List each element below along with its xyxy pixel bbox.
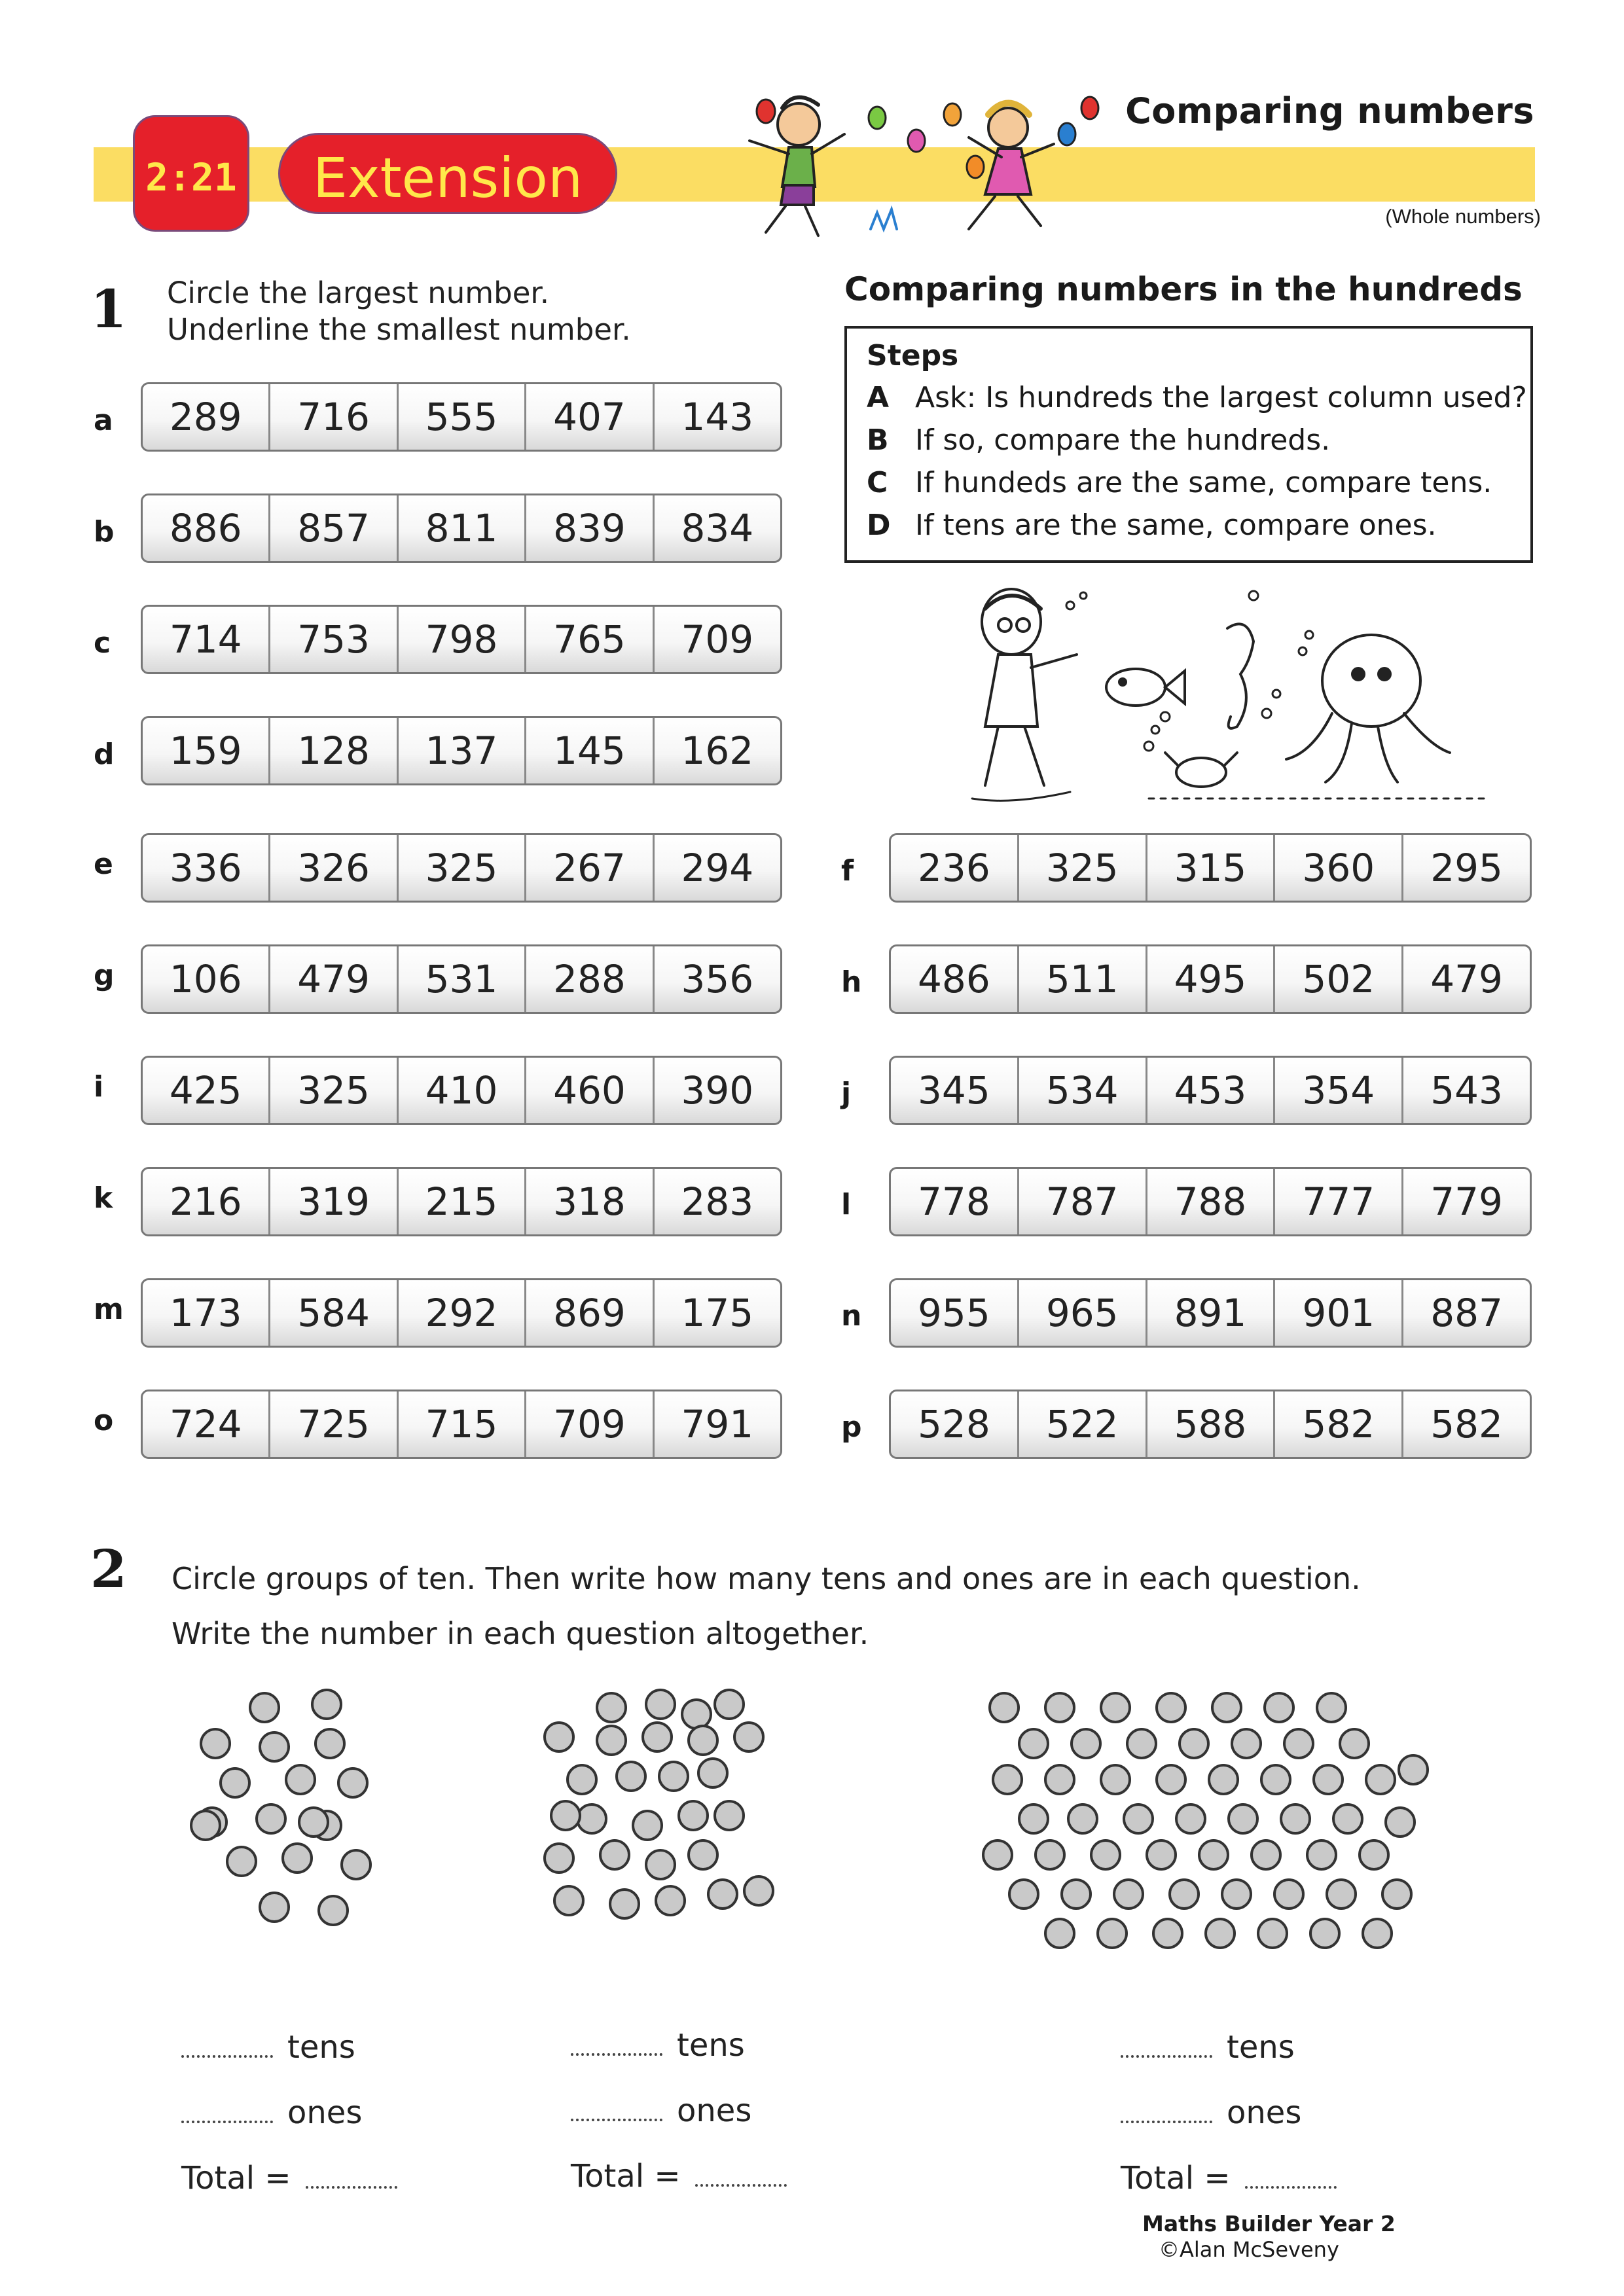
- total-blank[interactable]: [695, 2184, 787, 2187]
- ones-blank[interactable]: [181, 2121, 273, 2123]
- counter-circle: [687, 1725, 719, 1756]
- question-2-number: 2: [90, 1538, 127, 1600]
- counter-circle: [596, 1692, 627, 1723]
- counter-circle: [1070, 1728, 1102, 1759]
- number-cell[interactable]: 787: [1019, 1169, 1147, 1234]
- row-label: f: [841, 854, 854, 888]
- counter-circle: [658, 1761, 689, 1792]
- number-cell[interactable]: 128: [270, 718, 398, 783]
- counter-circle: [677, 1800, 709, 1831]
- row-label: a: [94, 404, 113, 437]
- counter-circle: [1100, 1764, 1131, 1795]
- number-cell[interactable]: 798: [399, 607, 526, 672]
- instruction-write-number: Write the number in each question altogether.: [171, 1616, 869, 1651]
- number-cell[interactable]: 479: [1430, 957, 1503, 1001]
- answer-ones-1[interactable]: [181, 2094, 362, 2131]
- instruction-circle-groups: Circle groups of ten. Then write how many tens and ones are in each question.: [171, 1561, 1361, 1596]
- answer-tens-2[interactable]: [571, 2027, 745, 2064]
- counter-circle: [317, 1895, 349, 1926]
- counter-circle: [992, 1764, 1023, 1795]
- number-cell[interactable]: 216: [143, 1169, 270, 1234]
- number-cell[interactable]: 326: [270, 835, 398, 901]
- tens-label: tens: [677, 2027, 745, 2064]
- counter-circle: [1090, 1839, 1121, 1871]
- counter-circle: [1126, 1728, 1157, 1759]
- counter-circle: [1283, 1728, 1314, 1759]
- number-cell[interactable]: 528: [891, 1391, 1019, 1457]
- number-cell[interactable]: 292: [399, 1280, 526, 1346]
- counter-circle: [226, 1846, 257, 1877]
- number-row-m: [141, 1278, 782, 1348]
- number-row-n: [889, 1278, 1532, 1348]
- counter-circle: [1227, 1803, 1259, 1835]
- number-row-p: [889, 1390, 1532, 1459]
- number-cell[interactable]: 887: [1430, 1291, 1503, 1335]
- number-cell[interactable]: 267: [526, 835, 654, 901]
- number-cell[interactable]: 159: [143, 718, 270, 783]
- counter-circle: [249, 1692, 280, 1723]
- counter-circle: [1362, 1918, 1393, 1949]
- counter-circle: [1034, 1839, 1066, 1871]
- row-label: e: [94, 848, 113, 881]
- number-row-b: [141, 493, 782, 563]
- tens-blank[interactable]: [571, 2053, 662, 2056]
- counter-circle: [707, 1878, 738, 1910]
- number-cell[interactable]: 511: [1019, 946, 1147, 1012]
- number-cell[interactable]: 410: [399, 1058, 526, 1123]
- number-cell[interactable]: 143: [681, 395, 754, 439]
- number-cell[interactable]: 318: [526, 1169, 654, 1234]
- counter-circle: [697, 1757, 729, 1789]
- steps-box: [844, 326, 1533, 563]
- row-label: o: [94, 1404, 114, 1437]
- counter-circle: [543, 1721, 575, 1753]
- counter-circle: [1008, 1878, 1039, 1910]
- number-cell[interactable]: 289: [143, 384, 270, 450]
- total-label: Total =: [1121, 2160, 1231, 2197]
- row-label: n: [841, 1299, 862, 1333]
- ones-label: ones: [1227, 2094, 1302, 2131]
- question-1-number: 1: [90, 278, 127, 340]
- step-text: Ask: Is hundreds the largest column used?: [915, 381, 1527, 414]
- number-cell[interactable]: 106: [143, 946, 270, 1012]
- counter-circle: [982, 1839, 1013, 1871]
- counter-circle: [1231, 1728, 1262, 1759]
- number-cell[interactable]: 715: [399, 1391, 526, 1457]
- counter-circle: [1316, 1692, 1347, 1723]
- counter-circle: [1332, 1803, 1363, 1835]
- counter-circle: [1198, 1839, 1229, 1871]
- underwater-diver-illustration: [952, 583, 1496, 818]
- number-cell[interactable]: 453: [1147, 1058, 1276, 1123]
- number-cell[interactable]: 479: [270, 946, 398, 1012]
- counter-circle: [1178, 1728, 1210, 1759]
- number-cell[interactable]: 779: [1430, 1179, 1503, 1224]
- number-cell[interactable]: 360: [1275, 835, 1403, 901]
- row-label: k: [94, 1181, 113, 1215]
- steps-title: Steps: [867, 339, 959, 372]
- answer-ones-3[interactable]: [1121, 2094, 1301, 2131]
- number-cell[interactable]: 709: [526, 1391, 654, 1457]
- subtopic: (Whole numbers): [1385, 205, 1541, 228]
- footer-book-title: Maths Builder Year 2: [1142, 2211, 1396, 2236]
- total-label: Total =: [181, 2160, 291, 2197]
- total-blank[interactable]: [1245, 2186, 1337, 2189]
- extension-label: Extension: [312, 146, 583, 210]
- counter-circle: [596, 1725, 627, 1756]
- number-cell[interactable]: 886: [143, 495, 270, 561]
- counter-circle: [1365, 1764, 1396, 1795]
- number-cell[interactable]: 724: [143, 1391, 270, 1457]
- number-cell[interactable]: 753: [270, 607, 398, 672]
- counter-circle: [553, 1885, 585, 1916]
- tens-blank[interactable]: [1121, 2055, 1212, 2058]
- step-letter: A: [867, 381, 890, 414]
- step-letter: B: [867, 423, 889, 457]
- exercise-code: 2:21: [145, 155, 237, 200]
- number-cell[interactable]: 175: [681, 1291, 754, 1335]
- row-label: p: [841, 1410, 862, 1444]
- counter-circle: [1155, 1764, 1187, 1795]
- number-row-d: [141, 716, 782, 785]
- counter-circle: [743, 1875, 774, 1907]
- counter-group-3: [982, 1682, 1479, 1996]
- number-cell[interactable]: 325: [399, 835, 526, 901]
- number-row-f: [889, 833, 1532, 903]
- ones-label: ones: [677, 2092, 752, 2129]
- number-row-o: [141, 1390, 782, 1459]
- counter-circle: [543, 1842, 575, 1874]
- number-cell[interactable]: 294: [681, 846, 754, 890]
- counter-circle: [1152, 1918, 1183, 1949]
- counter-circle: [200, 1728, 231, 1759]
- ones-blank[interactable]: [1121, 2121, 1212, 2123]
- number-cell[interactable]: 716: [270, 384, 398, 450]
- counter-circle: [713, 1689, 745, 1720]
- number-cell[interactable]: 315: [1147, 835, 1276, 901]
- counter-circle: [1044, 1692, 1075, 1723]
- number-cell[interactable]: 777: [1275, 1169, 1403, 1234]
- number-cell[interactable]: 486: [891, 946, 1019, 1012]
- number-cell[interactable]: 162: [681, 728, 754, 773]
- counter-circle: [1175, 1803, 1206, 1835]
- number-row-l: [889, 1167, 1532, 1236]
- number-cell[interactable]: 354: [1275, 1058, 1403, 1123]
- number-cell[interactable]: 555: [399, 384, 526, 450]
- counter-circle: [988, 1692, 1020, 1723]
- counter-group-1: [183, 1682, 380, 1996]
- step-d: [867, 509, 1437, 542]
- step-b: [867, 423, 1330, 457]
- water-balloon-kids-illustration: [727, 88, 1132, 242]
- answer-total-3[interactable]: [1121, 2160, 1337, 2197]
- counter-circle: [1100, 1692, 1131, 1723]
- number-cell[interactable]: 955: [891, 1280, 1019, 1346]
- counter-circle: [655, 1885, 686, 1916]
- number-cell[interactable]: 965: [1019, 1280, 1147, 1346]
- counter-circle: [1260, 1764, 1291, 1795]
- number-cell[interactable]: 901: [1275, 1280, 1403, 1346]
- counter-group-2: [537, 1682, 825, 1983]
- number-cell[interactable]: 145: [526, 718, 654, 783]
- number-cell[interactable]: 839: [526, 495, 654, 561]
- counter-circle: [1060, 1878, 1092, 1910]
- step-letter: C: [867, 466, 888, 499]
- answer-tens-1[interactable]: [181, 2029, 355, 2066]
- counter-circle: [645, 1849, 676, 1880]
- counter-circle: [1221, 1878, 1252, 1910]
- row-label: m: [94, 1293, 124, 1326]
- tens-label: tens: [1227, 2029, 1295, 2066]
- counter-circle: [1306, 1839, 1337, 1871]
- counter-circle: [1309, 1918, 1341, 1949]
- counter-circle: [1123, 1803, 1154, 1835]
- number-cell[interactable]: 534: [1019, 1058, 1147, 1123]
- number-cell[interactable]: 319: [270, 1169, 398, 1234]
- answer-total-1[interactable]: [181, 2160, 397, 2197]
- answer-ones-2[interactable]: [571, 2092, 751, 2129]
- answer-total-2[interactable]: [571, 2158, 787, 2195]
- number-cell[interactable]: 236: [891, 835, 1019, 901]
- counter-circle: [281, 1842, 313, 1874]
- counter-circle: [1339, 1728, 1370, 1759]
- counter-circle: [1113, 1878, 1144, 1910]
- number-cell[interactable]: 137: [399, 718, 526, 783]
- number-row-a: [141, 382, 782, 452]
- counter-circle: [599, 1839, 630, 1871]
- counter-circle: [645, 1689, 676, 1720]
- number-cell[interactable]: 725: [270, 1391, 398, 1457]
- number-cell[interactable]: 336: [143, 835, 270, 901]
- counter-circle: [1204, 1918, 1236, 1949]
- number-cell[interactable]: 582: [1430, 1402, 1503, 1446]
- counter-circle: [1096, 1918, 1128, 1949]
- number-cell[interactable]: 765: [526, 607, 654, 672]
- footer-copyright: ©Alan McSeveny: [1159, 2237, 1339, 2262]
- counter-circle: [1211, 1692, 1242, 1723]
- number-cell[interactable]: 295: [1430, 846, 1503, 890]
- counter-circle: [1018, 1803, 1049, 1835]
- number-cell[interactable]: 522: [1019, 1391, 1147, 1457]
- number-cell[interactable]: 325: [1019, 835, 1147, 901]
- number-cell[interactable]: 891: [1147, 1280, 1276, 1346]
- counter-circle: [632, 1810, 663, 1841]
- counter-circle: [609, 1888, 640, 1920]
- steps-heading: Comparing numbers in the hundreds: [844, 270, 1523, 308]
- number-cell[interactable]: 345: [891, 1058, 1019, 1123]
- number-row-h: [889, 944, 1532, 1014]
- counter-circle: [713, 1800, 745, 1831]
- step-text: If hundeds are the same, compare tens.: [915, 466, 1492, 499]
- number-cell[interactable]: 714: [143, 607, 270, 672]
- topic-title: Comparing numbers: [1125, 90, 1534, 132]
- counter-circle: [1326, 1878, 1357, 1910]
- number-row-i: [141, 1056, 782, 1125]
- number-cell[interactable]: 325: [270, 1058, 398, 1123]
- counter-circle: [1273, 1878, 1305, 1910]
- number-cell[interactable]: 582: [1275, 1391, 1403, 1457]
- counter-circle: [566, 1764, 598, 1795]
- step-a: [867, 381, 1527, 414]
- number-cell[interactable]: 356: [681, 957, 754, 1001]
- row-label: d: [94, 738, 115, 771]
- number-cell[interactable]: 834: [681, 506, 754, 550]
- ones-label: ones: [287, 2094, 363, 2131]
- number-cell[interactable]: 531: [399, 946, 526, 1012]
- counter-circle: [1067, 1803, 1098, 1835]
- counter-circle: [314, 1728, 346, 1759]
- number-cell[interactable]: 869: [526, 1280, 654, 1346]
- counter-circle: [1257, 1918, 1288, 1949]
- total-label: Total =: [571, 2158, 681, 2195]
- counter-circle: [1398, 1754, 1429, 1785]
- number-cell[interactable]: 495: [1147, 946, 1276, 1012]
- counter-circle: [1384, 1806, 1416, 1838]
- number-row-j: [889, 1056, 1532, 1125]
- counter-circle: [311, 1689, 342, 1720]
- number-row-c: [141, 605, 782, 674]
- exercise-code-badge: [133, 115, 249, 232]
- number-cell[interactable]: 215: [399, 1169, 526, 1234]
- counter-circle: [1044, 1918, 1075, 1949]
- counter-circle: [255, 1803, 287, 1835]
- number-cell[interactable]: 584: [270, 1280, 398, 1346]
- counter-circle: [285, 1764, 316, 1795]
- counter-circle: [340, 1849, 372, 1880]
- row-label: g: [94, 959, 115, 992]
- counter-circle: [1358, 1839, 1390, 1871]
- row-label: c: [94, 626, 111, 660]
- row-label: l: [841, 1188, 852, 1221]
- instruction-circle-largest: Circle the largest number.: [167, 276, 550, 310]
- ones-blank[interactable]: [571, 2119, 662, 2121]
- number-cell[interactable]: 778: [891, 1169, 1019, 1234]
- number-cell[interactable]: 502: [1275, 946, 1403, 1012]
- number-cell[interactable]: 857: [270, 495, 398, 561]
- number-cell[interactable]: 791: [681, 1402, 754, 1446]
- total-blank[interactable]: [306, 2186, 397, 2189]
- number-cell[interactable]: 288: [526, 946, 654, 1012]
- number-cell[interactable]: 390: [681, 1068, 754, 1113]
- step-text: If tens are the same, compare ones.: [915, 509, 1437, 542]
- number-cell[interactable]: 173: [143, 1280, 270, 1346]
- number-cell[interactable]: 788: [1147, 1169, 1276, 1234]
- counter-circle: [1312, 1764, 1344, 1795]
- question-1-instruction: [167, 275, 631, 348]
- counter-circle: [1208, 1764, 1239, 1795]
- answer-tens-3[interactable]: [1121, 2029, 1295, 2066]
- counter-circle: [687, 1839, 719, 1871]
- number-row-k: [141, 1167, 782, 1236]
- counter-circle: [1155, 1692, 1187, 1723]
- step-c: [867, 466, 1492, 499]
- counter-circle: [641, 1721, 673, 1753]
- counter-circle: [190, 1810, 221, 1841]
- number-cell[interactable]: 588: [1147, 1391, 1276, 1457]
- counter-circle: [1168, 1878, 1200, 1910]
- step-text: If so, compare the hundreds.: [915, 423, 1331, 457]
- number-cell[interactable]: 460: [526, 1058, 654, 1123]
- question-2-instruction: [171, 1551, 1361, 1661]
- number-cell[interactable]: 425: [143, 1058, 270, 1123]
- number-row-e: [141, 833, 782, 903]
- tens-label: tens: [287, 2029, 355, 2066]
- counter-circle: [1146, 1839, 1177, 1871]
- counter-circle: [733, 1721, 765, 1753]
- counter-circle: [1263, 1692, 1295, 1723]
- number-cell[interactable]: 407: [526, 384, 654, 450]
- extension-badge: [278, 133, 617, 214]
- counter-circle: [1044, 1764, 1075, 1795]
- tens-blank[interactable]: [181, 2055, 273, 2058]
- counter-circle: [298, 1806, 329, 1838]
- number-cell[interactable]: 811: [399, 495, 526, 561]
- row-label: i: [94, 1070, 104, 1103]
- counter-circle: [259, 1892, 290, 1923]
- row-label: b: [94, 515, 115, 548]
- counter-circle: [1280, 1803, 1311, 1835]
- counter-circle: [615, 1761, 647, 1792]
- counter-circle: [1250, 1839, 1282, 1871]
- counter-circle: [219, 1767, 251, 1799]
- counter-circle: [337, 1767, 369, 1799]
- counter-circle: [550, 1800, 581, 1831]
- counter-circle: [1381, 1878, 1413, 1910]
- instruction-underline-smallest: Underline the smallest number.: [167, 312, 631, 347]
- number-cell[interactable]: 709: [681, 617, 754, 662]
- number-row-g: [141, 944, 782, 1014]
- number-cell[interactable]: 283: [681, 1179, 754, 1224]
- counter-circle: [259, 1731, 290, 1763]
- step-letter: D: [867, 509, 891, 542]
- row-label: j: [841, 1077, 852, 1110]
- row-label: h: [841, 965, 862, 999]
- counter-circle: [1018, 1728, 1049, 1759]
- number-cell[interactable]: 543: [1430, 1068, 1503, 1113]
